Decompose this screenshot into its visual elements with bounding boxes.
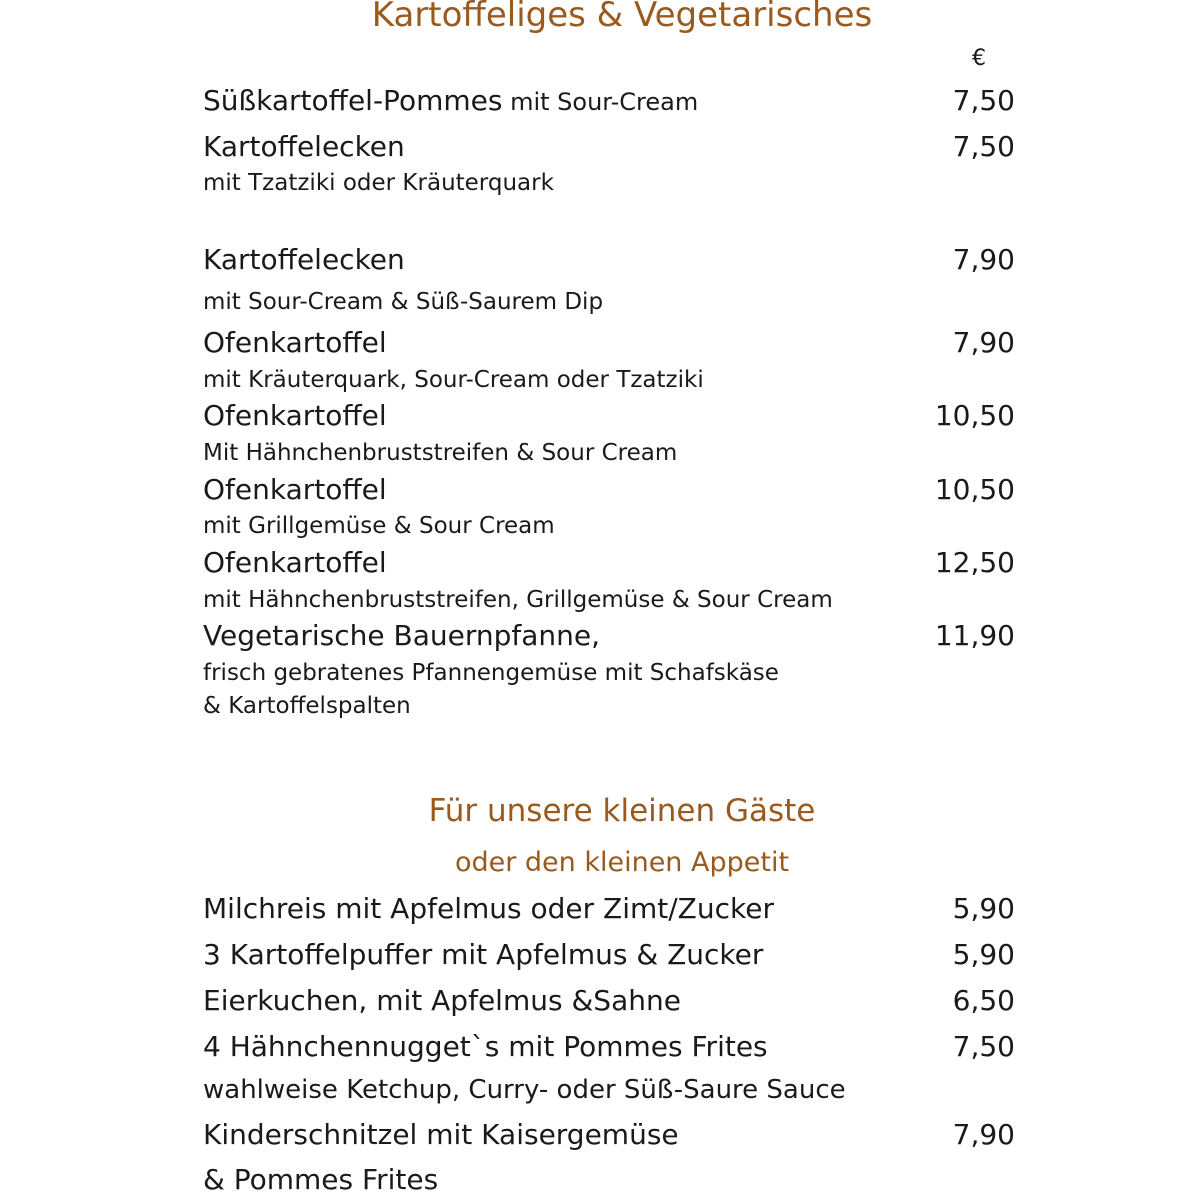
item-name: Ofenkartoffel — [203, 546, 387, 579]
item-description: Mit Hähnchenbruststreifen & Sour Cream — [203, 440, 678, 466]
item-description: mit Tzatziki oder Kräuterquark — [203, 170, 554, 196]
item-description: mit Sour-Cream & Süß-Saurem Dip — [203, 289, 604, 315]
item-price: 7,90 — [952, 326, 1015, 359]
item-description: mit Grillgemüse & Sour Cream — [203, 513, 555, 539]
item-name-suffix: mit Sour-Cream — [502, 88, 699, 116]
item-name: Süßkartoffel-Pommes — [203, 84, 503, 117]
item-name: 4 Hähnchennugget`s mit Pommes Frites — [203, 1030, 768, 1063]
item-description: frisch gebratenes Pfannengemüse mit Schafskäse — [203, 660, 779, 686]
item-description: mit Kräuterquark, Sour-Cream oder Tzatziki — [203, 367, 704, 393]
menu-item — [203, 84, 698, 117]
item-description-line2: & Kartoffelspalten — [203, 693, 411, 719]
item-name: 3 Kartoffelpuffer mit Apfelmus & Zucker — [203, 938, 764, 971]
item-description: mit Hähnchenbruststreifen, Grillgemüse & Sour Cream — [203, 587, 833, 613]
item-price: 7,90 — [952, 243, 1015, 276]
item-name: Ofenkartoffel — [203, 326, 387, 359]
item-price: 7,50 — [952, 84, 1015, 117]
item-name: Eierkuchen, mit Apfelmus &Sahne — [203, 984, 681, 1017]
item-name: Vegetarische Bauernpfanne, — [203, 619, 601, 652]
item-price: 6,50 — [952, 984, 1015, 1017]
item-description: wahlweise Ketchup, Curry- oder Süß-Saure Sauce — [203, 1075, 846, 1105]
section-subtitle: oder den kleinen Appetit — [454, 847, 790, 878]
currency-label: € — [972, 46, 986, 71]
item-price: 7,90 — [952, 1118, 1015, 1151]
item-description: & Pommes Frites — [203, 1163, 439, 1196]
item-name: Kartoffelecken — [203, 243, 405, 276]
item-price: 7,50 — [952, 130, 1015, 163]
section-title-kartoffeliges: Kartoffeliges & Vegetarisches — [371, 0, 873, 35]
item-price: 7,50 — [952, 1030, 1015, 1063]
item-price: 5,90 — [952, 938, 1015, 971]
item-price: 5,90 — [952, 892, 1015, 925]
item-price: 11,90 — [934, 619, 1015, 652]
item-price: 10,50 — [934, 473, 1015, 506]
item-price: 12,50 — [934, 546, 1015, 579]
item-name: Kinderschnitzel mit Kaisergemüse — [203, 1118, 679, 1151]
section-title-kinder: Für unsere kleinen Gäste — [428, 793, 816, 829]
item-name: Kartoffelecken — [203, 130, 405, 163]
item-price: 10,50 — [934, 399, 1015, 432]
item-name: Milchreis mit Apfelmus oder Zimt/Zucker — [203, 892, 774, 925]
item-name: Ofenkartoffel — [203, 473, 387, 506]
item-name: Ofenkartoffel — [203, 399, 387, 432]
